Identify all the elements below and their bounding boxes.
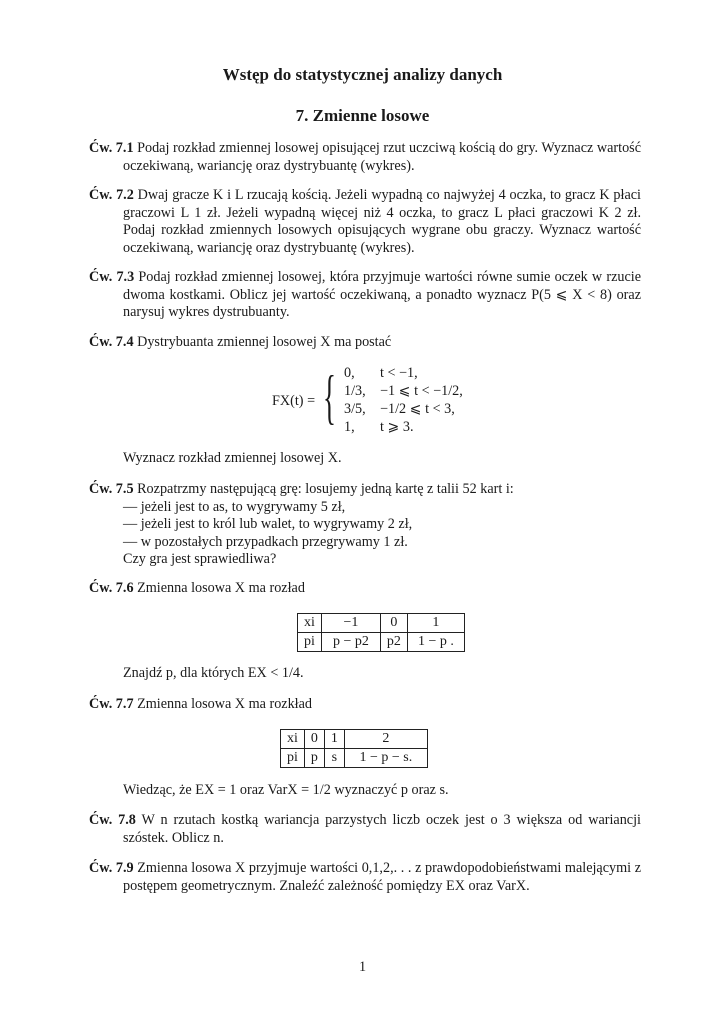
piece-value: 1,: [344, 419, 355, 435]
table-cell: 0: [380, 614, 407, 633]
exercise-7-2: [89, 187, 641, 257]
piece-condition: t < −1,: [380, 365, 418, 381]
table-cell: xi: [281, 730, 305, 749]
piece-condition: t ⩾ 3.: [380, 419, 414, 435]
left-brace: {: [323, 364, 336, 430]
list-item: — w pozostałych przypadkach przegrywamy 1 zł.: [123, 533, 408, 550]
exercise-7-4: [89, 334, 641, 352]
table-row: [281, 730, 428, 749]
document-title: Wstęp do statystycznej analizy danych: [222, 65, 503, 84]
table-cell: p: [304, 749, 324, 768]
table-row: [298, 614, 465, 633]
exercise-text: Podaj rozkład zmiennej losowej opisującej rzut uczciwą kością do gry. Wyznacz wartość oczekiwaną, wariancję oraz dystrybuantę (wykres).: [123, 140, 641, 174]
piece-value: 0,: [344, 365, 355, 381]
exercise-label: Ćw. 7.9: [89, 860, 134, 876]
section-title: 7. Zmienne losowe: [295, 106, 430, 125]
table-cell: s: [324, 749, 344, 768]
exercise-7-1: [89, 140, 641, 175]
exercise-text: Zmienna losowa X przyjmuje wartości 0,1,2,. . . z prawdopodobieństwami malejącymi z postępem geometrycznym. Znaleźć zależność pomiędzy EX oraz VarX.: [123, 860, 641, 894]
table-row: [281, 749, 428, 768]
exercise-label: Ćw. 7.3: [89, 269, 135, 285]
exercise-label: Ćw. 7.6: [89, 580, 134, 596]
exercise-text: Dystrybuanta zmiennej losowej X ma postać: [137, 334, 392, 350]
exercise-text: Znajdź p, dla których EX < 1/4.: [123, 665, 304, 681]
exercise-text: Dwaj gracze K i L rzucają kością. Jeżeli wypadną co najwyżej 4 oczka, to gracz K płaci graczowi L 1 zł. Jeżeli wypadną więcej niż 4 oczka, to gracz L płaci graczowi K 2 zł. Podaj rozkład zmiennych losowych opisujących wygrane obu graczy. Wyznacz wartość oczekiwaną, wariancję oraz dystrybuantę (wykres).: [123, 187, 641, 256]
exercise-7-3: [89, 269, 641, 322]
table-cell: pi: [281, 749, 305, 768]
table-cell: pi: [298, 633, 322, 652]
table-cell: 1: [324, 730, 344, 749]
page-number: 1: [358, 959, 367, 975]
piece-condition: −1/2 ⩽ t < 3,: [380, 401, 455, 417]
table-row: [298, 633, 465, 652]
distribution-table: [280, 729, 428, 768]
exercise-7-6-task: [89, 665, 641, 683]
table-cell: p − p2: [321, 633, 380, 652]
exercise-question: Czy gra jest sprawiedliwa?: [123, 551, 277, 568]
list-item: — jeżeli jest to król lub walet, to wygrywamy 2 zł,: [123, 516, 413, 533]
exercise-label: Ćw. 7.8: [89, 812, 136, 828]
exercise-label: Ćw. 7.5: [89, 481, 134, 497]
exercise-7-4-task: [89, 450, 641, 468]
table-cell: −1: [321, 614, 380, 633]
exercise-text: Rozpatrzmy następującą grę: losujemy jedną kartę z talii 52 kart i:: [137, 481, 514, 497]
table-cell: p2: [380, 633, 407, 652]
exercise-label: Ćw. 7.1: [89, 140, 134, 156]
exercise-text: Wiedząc, że EX = 1 oraz VarX = 1/2 wyznaczyć p oraz s.: [123, 782, 449, 798]
table-cell: 2: [344, 730, 427, 749]
distribution-table: [297, 613, 465, 652]
exercise-7-8: [89, 812, 641, 847]
exercise-7-6: [89, 580, 641, 598]
table-cell: 0: [304, 730, 324, 749]
exercise-7-7-task: [89, 782, 641, 800]
table-cell: xi: [298, 614, 322, 633]
exercise-text: Zmienna losowa X ma rozkład: [137, 696, 313, 712]
exercise-7-9: [89, 860, 641, 895]
exercise-text: Zmienna losowa X ma rozład: [137, 580, 305, 596]
exercise-label: Ćw. 7.4: [89, 334, 134, 350]
exercise-7-5: [89, 481, 641, 569]
exercise-text: W n rzutach kostką wariancja parzystych liczb oczek jest o 3 większa od wariancji szóstek. Oblicz n.: [123, 812, 641, 846]
table-cell: 1 − p .: [407, 633, 464, 652]
exercise-label: Ćw. 7.2: [89, 187, 134, 203]
exercise-label: Ćw. 7.7: [89, 696, 134, 712]
function-lhs: FX(t) =: [272, 393, 316, 409]
piece-condition: −1 ⩽ t < −1/2,: [380, 383, 463, 399]
piecewise-function: [272, 365, 512, 437]
exercise-7-7: [89, 696, 641, 714]
piece-value: 3/5,: [344, 401, 366, 417]
table-cell: 1 − p − s.: [344, 749, 427, 768]
exercise-text: Wyznacz rozkład zmiennej losowej X.: [123, 450, 342, 466]
table-cell: 1: [407, 614, 464, 633]
piece-value: 1/3,: [344, 383, 366, 399]
list-item: — jeżeli jest to as, to wygrywamy 5 zł,: [123, 498, 346, 515]
exercise-text: Podaj rozkład zmiennej losowej, która przyjmuje wartości równe sumie oczek w rzucie dwoma kostkami. Oblicz jej wartość oczekiwaną, a ponadto wyznacz P(5 ⩽ X < 8) oraz narysuj wykres dystrubuanty.: [123, 269, 642, 321]
